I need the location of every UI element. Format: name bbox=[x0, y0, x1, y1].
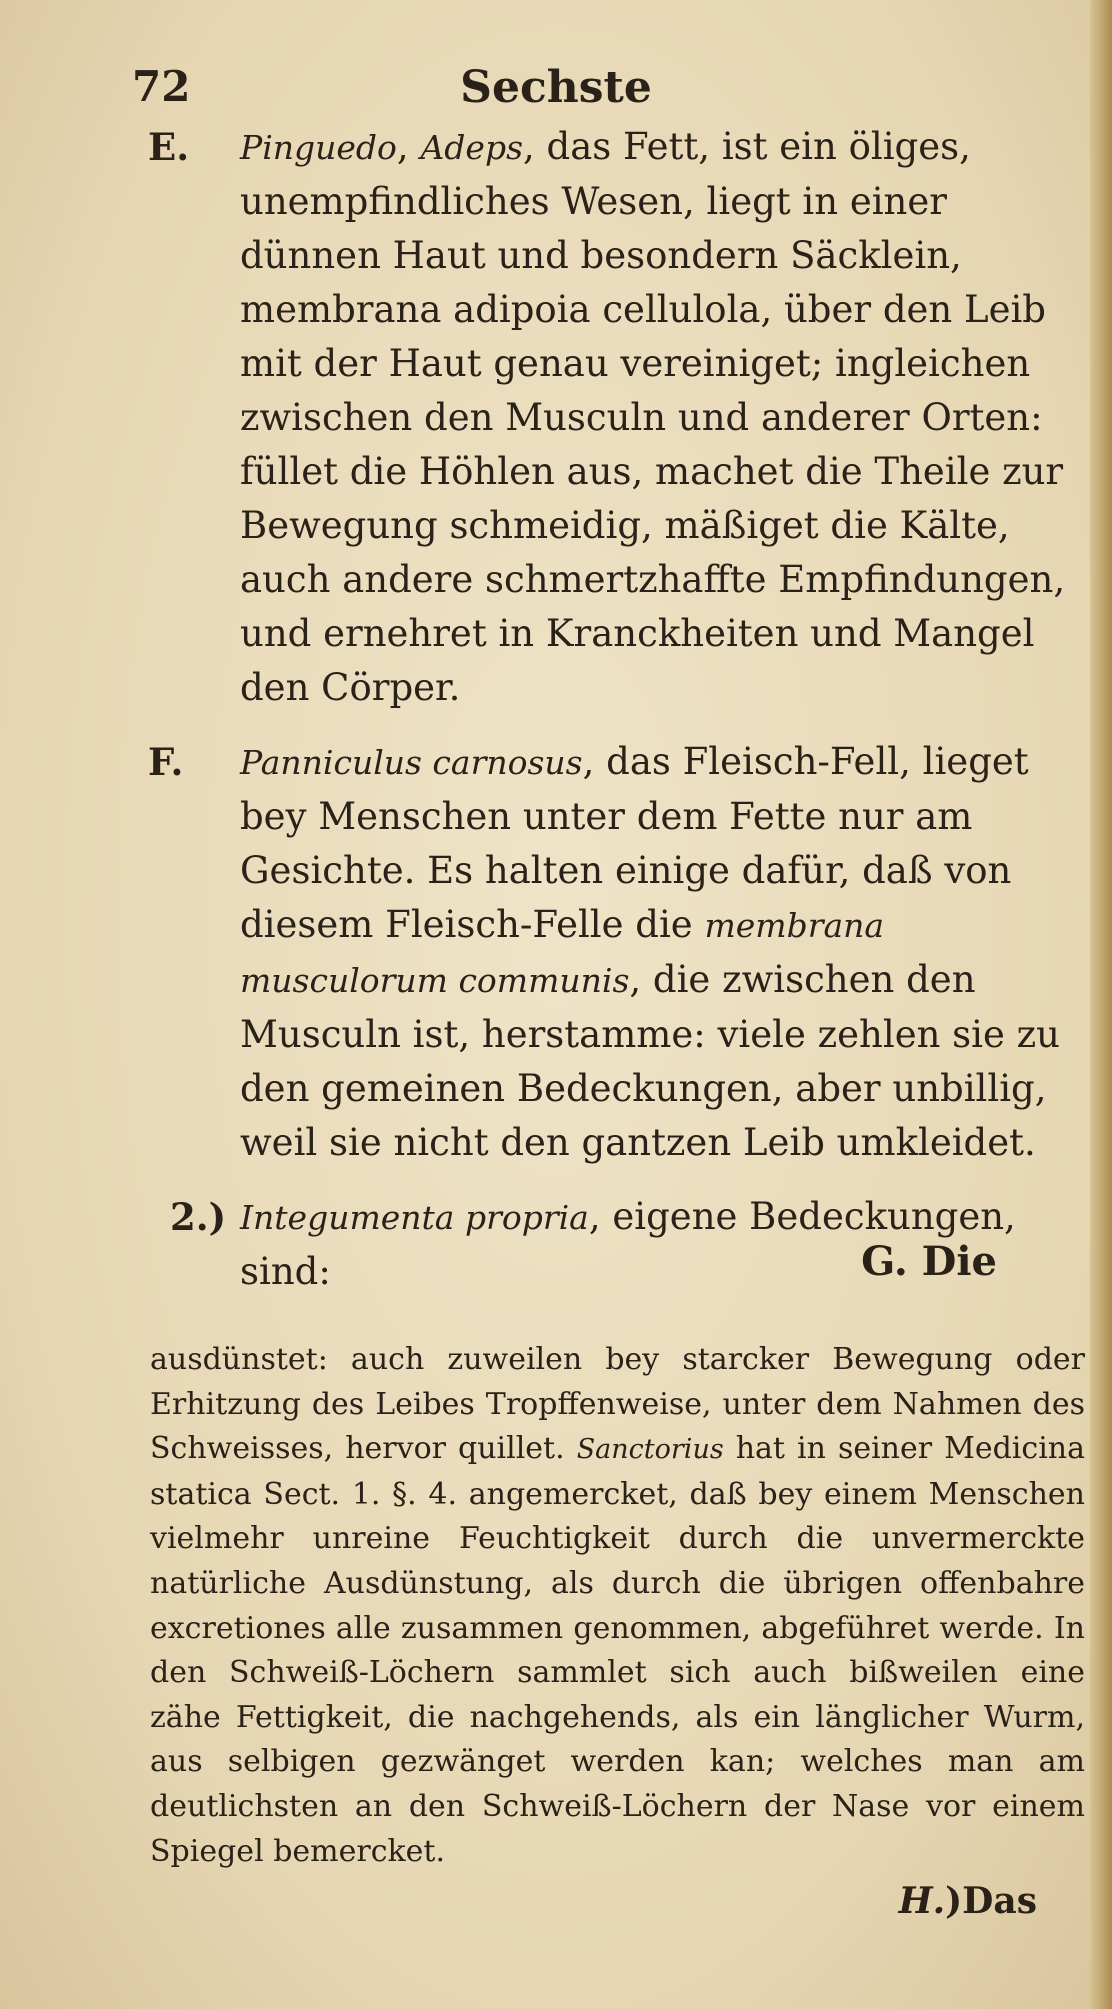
entry-text: , das Fleisch-Fell, lieget bey Menschen unter dem Fette nur am Gesichte. Es halten einige dafür, daß von diesem Fleisch-Felle die bbox=[240, 740, 1029, 946]
author-name: Sanctorius bbox=[576, 1434, 724, 1466]
latin-term: membrana musculorum communis bbox=[240, 906, 885, 1000]
catchword-marker: H. bbox=[898, 1880, 946, 1922]
entry-text: , das Fett, ist ein öliges, unempfindliches Wesen, liegt in einer dünnen Haut und besondern Säcklein, membrana adipoia cellulola, über den Leib mit der Haut genau vereiniget; ingleichen zwischen den Musculn und anderer Orten: füllet die Höhlen aus, machet die Theile zur Bewegung schmeidig, mäßiget die Kälte, auch andere schmertzhaffte Empfindungen, und ernehret in Kranckheiten und Mangel den Cörper. bbox=[240, 125, 1066, 709]
entry-body bbox=[240, 120, 1085, 715]
section-text: , eigene Bedeckungen, sind: bbox=[240, 1195, 1016, 1293]
entry-f bbox=[150, 735, 1085, 1170]
page-number: 72 bbox=[132, 62, 191, 111]
lower-text: ausdünstet: auch zuweilen bey starcker Bewegung oder Erhitzung des Leibes Tropffenweise, unter dem Nahmen des Schweisses, hervor quillet. bbox=[150, 1342, 1085, 1467]
latin-term: Integumenta propria bbox=[240, 1198, 589, 1237]
catchword-lower bbox=[899, 1880, 1037, 1922]
lower-text-block bbox=[150, 1338, 1085, 1874]
latin-term: Panniculus carnosus bbox=[240, 743, 583, 782]
entry-body bbox=[240, 735, 1085, 1170]
latin-term: Pinguedo bbox=[240, 128, 397, 167]
entry-text: , die zwischen den Musculn ist, herstamme: viele zehlen sie zu den gemeinen Bedeckungen, aber unbillig, weil sie nicht den gantzen Leib umkleidet. bbox=[240, 958, 1060, 1164]
entry-marker: F. bbox=[148, 740, 184, 784]
upper-text-block bbox=[150, 120, 1085, 1309]
entry-e bbox=[150, 120, 1085, 715]
catchword-upper: G. Die bbox=[861, 1238, 997, 1285]
running-head: Sechste bbox=[460, 62, 652, 113]
latin-term: Adeps bbox=[420, 128, 523, 167]
catchword-text: )Das bbox=[945, 1880, 1037, 1922]
page-edge bbox=[1090, 0, 1112, 2009]
section-marker: 2.) bbox=[170, 1195, 227, 1239]
page-header bbox=[0, 62, 1112, 112]
lower-text: hat in seiner Medicina statica Sect. 1. §. 4. angemercket, daß bey einem Menschen vielmehr unreine Feuchtigkeit durch die unvermerckte natürliche Ausdünstung, als durch die übrigen offenbahre excretiones alle zusammen genommen, abgeführet werde. In den Schweiß-Löchern sammlet sich auch bißweilen eine zähe Fettigkeit, die nachgehends, als ein länglicher Wurm, aus selbigen gezwänget werden kan; welches man am deutlichsten an den Schweiß-Löchern der Nase vor einem Spiegel bemercket. bbox=[150, 1431, 1086, 1869]
separator: , bbox=[396, 125, 421, 168]
entry-marker: E. bbox=[148, 125, 190, 169]
